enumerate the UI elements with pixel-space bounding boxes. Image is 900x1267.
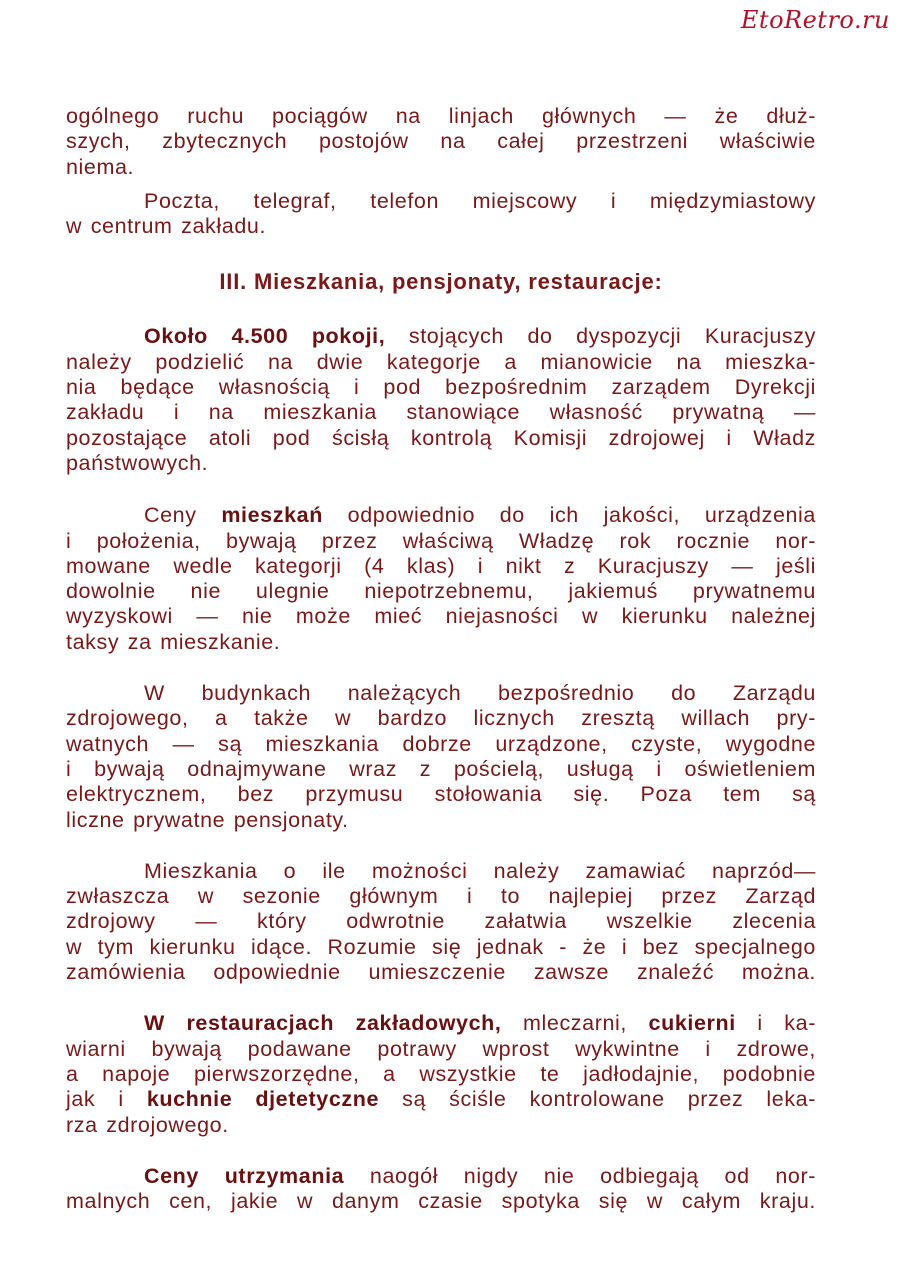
text-line: zamówienia odpowiednie umieszczenie zawsze znaleźć można. — [66, 960, 816, 985]
document-body — [66, 104, 816, 1214]
bold-phrase: W restauracjach zakładowych, — [144, 1011, 502, 1036]
paragraph-restaurants — [66, 1011, 816, 1137]
text-fragment: są ściśle kontrolowane przez leka- — [379, 1087, 816, 1112]
text-line: Mieszkania o ile możności należy zamawiać naprzód— — [144, 858, 816, 883]
paragraph-post — [66, 189, 816, 240]
text-line: należy podzielić na dwie kategorje a mianowicie na mieszka- — [66, 349, 816, 374]
text-line: państwowych. — [66, 450, 209, 475]
text-line — [66, 324, 816, 349]
bold-phrase: cukierni — [648, 1011, 736, 1036]
watermark-logo: EtoRetro.ru — [740, 6, 890, 34]
text-line: rza zdrojowego. — [66, 1112, 229, 1137]
text-fragment: mleczarni, — [501, 1011, 649, 1036]
text-line: wyzyskowi — nie może mieć niejasności w kierunku należnej — [66, 604, 816, 629]
text-line: zdrojowego, a także w bardzo licznych zresztą willach pry- — [66, 706, 816, 731]
bold-phrase: Ceny utrzymania — [144, 1163, 345, 1188]
text-line: malnych cen, jakie w danym czasie spotyka się w całym kraju. — [66, 1189, 816, 1214]
bold-phrase: Około 4.500 pokoji, — [144, 324, 386, 349]
text-line: Poczta, telegraf, telefon miejscowy i międzymiastowy — [144, 188, 816, 213]
text-line: i położenia, bywają przez właściwą Władzę rok rocznie nor- — [66, 528, 816, 553]
text-line: nia będące własnością i pod bezpośrednim zarządem Dyrekcji — [66, 375, 816, 400]
text-fragment: stojących do dyspozycji Kuracjuszy — [385, 324, 816, 349]
text-line — [66, 1011, 816, 1036]
text-line: watnych — są mieszkania dobrze urządzone, czyste, wygodne — [66, 731, 816, 756]
text-line: zdrojowy — który odwrotnie załatwia wszelkie zlecenia — [66, 909, 816, 934]
text-line: wiarni bywają podawane potrawy wprost wykwintne i zdrowe, — [66, 1036, 816, 1061]
text-line: szych, zbytecznych postojów na całej przestrzeni właściwie — [66, 129, 816, 154]
text-fragment: Ceny — [144, 503, 222, 528]
text-line: w tym kierunku idące. Rozumie się jednak - że i bez specjalnego — [66, 934, 816, 959]
text-line: zakładu i na mieszkania stanowiące własność prywatną — — [66, 400, 816, 425]
text-line: pozostające atoli pod ścisłą kontrolą Komisji zdrojowej i Władz — [66, 425, 816, 450]
text-line: w centrum zakładu. — [66, 214, 267, 239]
section-heading: III. Mieszkania, pensjonaty, restauracje: — [219, 269, 663, 295]
text-fragment: i ka- — [735, 1011, 816, 1036]
text-line: liczne prywatne pensjonaty. — [66, 807, 349, 832]
text-fragment: odpowiednio do ich jakości, urządzenia — [322, 503, 816, 528]
bold-phrase: mieszkań — [221, 503, 323, 528]
text-line: elektrycznem, bez przymusu stołowania się. Poza tem są — [66, 782, 816, 807]
paragraph-rooms — [66, 324, 816, 476]
text-line: ogólnego ruchu pociągów na linjach głównych — że dłuż- — [66, 104, 816, 128]
text-fragment: jak i — [66, 1087, 147, 1112]
text-line: dowolnie nie ulegnie niepotrzebnemu, jakiemuś prywatnemu — [66, 579, 816, 604]
text-line — [66, 503, 816, 528]
text-line — [66, 1087, 816, 1112]
paragraph-prices — [66, 503, 816, 655]
text-line: niema. — [66, 154, 135, 179]
text-line: i bywają odnajmywane wraz z pościelą, usługą i oświetleniem — [66, 756, 816, 781]
paragraph-reservations — [66, 859, 816, 985]
text-fragment: naogół nigdy nie odbiegają od nor- — [344, 1163, 816, 1188]
text-line — [66, 1164, 816, 1189]
text-line: a napoje pierwszorzędne, a wszystkie te jadłodajnie, podobnie — [66, 1061, 816, 1086]
text-line: mowane wedle kategorji (4 klas) i nikt z Kuracjuszy — jeśli — [66, 553, 816, 578]
paragraph-trains — [66, 104, 816, 180]
text-line: W budynkach należących bezpośrednio do Zarządu — [144, 681, 816, 706]
paragraph-buildings — [66, 681, 816, 833]
bold-phrase: kuchnie djetetyczne — [146, 1087, 380, 1112]
text-line: taksy za mieszkanie. — [66, 629, 281, 654]
paragraph-living-costs — [66, 1164, 816, 1215]
text-line: zwłaszcza w sezonie głównym i to najlepiej przez Zarząd — [66, 884, 816, 909]
